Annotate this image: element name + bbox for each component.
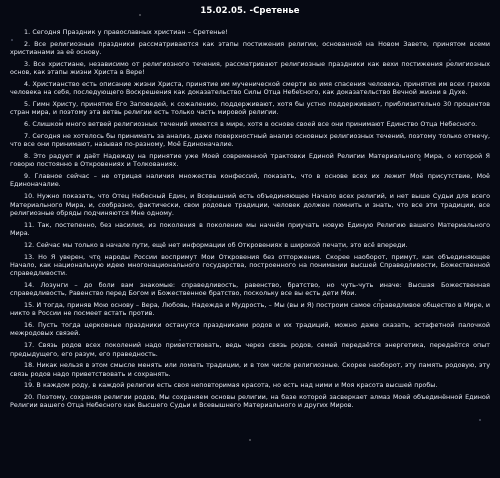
paragraph-11: 11. Так, постепенно, без насилия, из поколения в поколение мы начнём приучать новую Единую Религию вашего Материального Мира. xyxy=(10,220,490,237)
paragraph-14: 14. Лозунги – до боли вам знакомые: справедливость, равенство, братство, но чуть-чуть иначе: Высшая Божественная справедливость, Равенство перед Богом и Божественное братство, поскольку все вы есть дети Мои. xyxy=(10,280,490,298)
paragraph-8: 8. Это радует и даёт Надежду на принятие уже Моей современной трактовки Единой Религии Материального Мира, о которой Я говорю постоянно в Откровениях и Толкованиях. xyxy=(10,152,490,169)
paragraph-7: 7. Сегодня не хотелось бы принимать за анализ, даже поверхностный анализ основных религиозных течений, поэтому только отмечу, что все они принимают, называя по-разному, Моё Единоначалие. xyxy=(10,131,490,149)
paragraph-18: 18. Никак нельзя в этом смысле менять или ломать традиции, и в том числе религиозные. Скорее наоборот, эту память родовую, эту связь родов надо приветствовать и сохранять. xyxy=(10,361,490,378)
paragraph-15: 15. И тогда, приняв Мою основу – Вера, Любовь, Надежда и Мудрость, – Мы (вы и Я) построим самое справедливое общество в Мире, и никто в России не посмеет встать против. xyxy=(10,301,490,318)
paragraph-10: 10. Нужно показать, что Отец Небесный Един, и Всевышний есть объединяющее Начало всех религий, и нет выше Судьи для всего Материального Мира, и, сообразно, фактически, свои родовые традиции, человек должен помнить и знать, что все эти традиции, все религиозные обряды подчиняются Мне одному. xyxy=(10,192,490,217)
page-title: 15.02.05. -Сретенье xyxy=(200,6,300,16)
paragraph-19: 19. В каждом роду, в каждой религии есть своя неповторимая красота, но есть над ними и Моя красота высшей пробы. xyxy=(24,381,438,390)
paragraph-3: 3. Все христиане, независимо от религиозного течения, рассматривают религиозные праздники как вехи постижения религиозных основ, как этапы жизни Христа в Вере! xyxy=(10,59,490,77)
paragraph-2: 2. Все религиозные праздники рассматриваются как этапы постижения религии, основанной на Новом Завете, принятом всеми христианами за её основу. xyxy=(10,39,490,57)
paragraph-13: 13. Но Я уверен, что народы России воспримут Мои Откровения без отторжения. Скорее наоборот, примут, как объединяющее Начало, как национальную идею многонационального государства, построенного на понимании высшей Справедливости, Божественной справедливости. xyxy=(10,252,490,278)
paragraph-20: 20. Поэтому, сохраняя религии родов, Мы сохраняем основы религии, на базе которой засверкает алмаз Моей объединённой Единой Религии вашего Отца Небесного как Высшего Судьи и Всевышнего Материального и других Миров. xyxy=(10,393,490,410)
paragraph-17: 17. Связь родов всех поколений надо приветствовать, ведь через связь родов, семей передаётся энергетика, передаётся опыт предыдущего, его разум, его праведность. xyxy=(10,341,490,358)
paragraph-9: 9. Главное сейчас – не отрицая наличия множества конфессий, показать, что в основе всех их лежит Моё присутствие, Моё Единоначалие. xyxy=(10,172,490,189)
paragraph-16: 16. Пусть тогда церковные праздники останутся праздниками родов и их традиций, можно даже сказать, эстафетной палочкой межродовых связей. xyxy=(10,321,490,338)
paragraph-5: 5. Гимн Христу, принятие Его Заповедей, к сожалению, поддерживают, хотя бы устно поддерживают, приблизительно 30 процентов стран мира, и поэтому эта ветвь религии есть только часть мировой религии. xyxy=(10,100,490,117)
paragraph-4: 4. Христианство есть описание жизни Христа, принятие им мученической смерти во имя спасения человека, принятия им всех грехов человека на себя, последующего Воскрешения как доказательство Силы Отца Небесного, как доказательство Вечной жизни в Духе. xyxy=(10,79,490,97)
paragraph-list xyxy=(10,28,490,410)
paragraph-12: 12. Сейчас мы только в начале пути, ещё нет информации об Откровениях в широкой печати, это всё впереди. xyxy=(24,240,408,249)
paragraph-1: 1. Сегодня Праздник у православных христиан – Сретенье! xyxy=(24,28,228,36)
paragraph-6: 6. Слишком много ветвей религиозных течений имеется в мире, хотя в основе своей все они принимают Единство Отца Небесного. xyxy=(24,120,478,129)
